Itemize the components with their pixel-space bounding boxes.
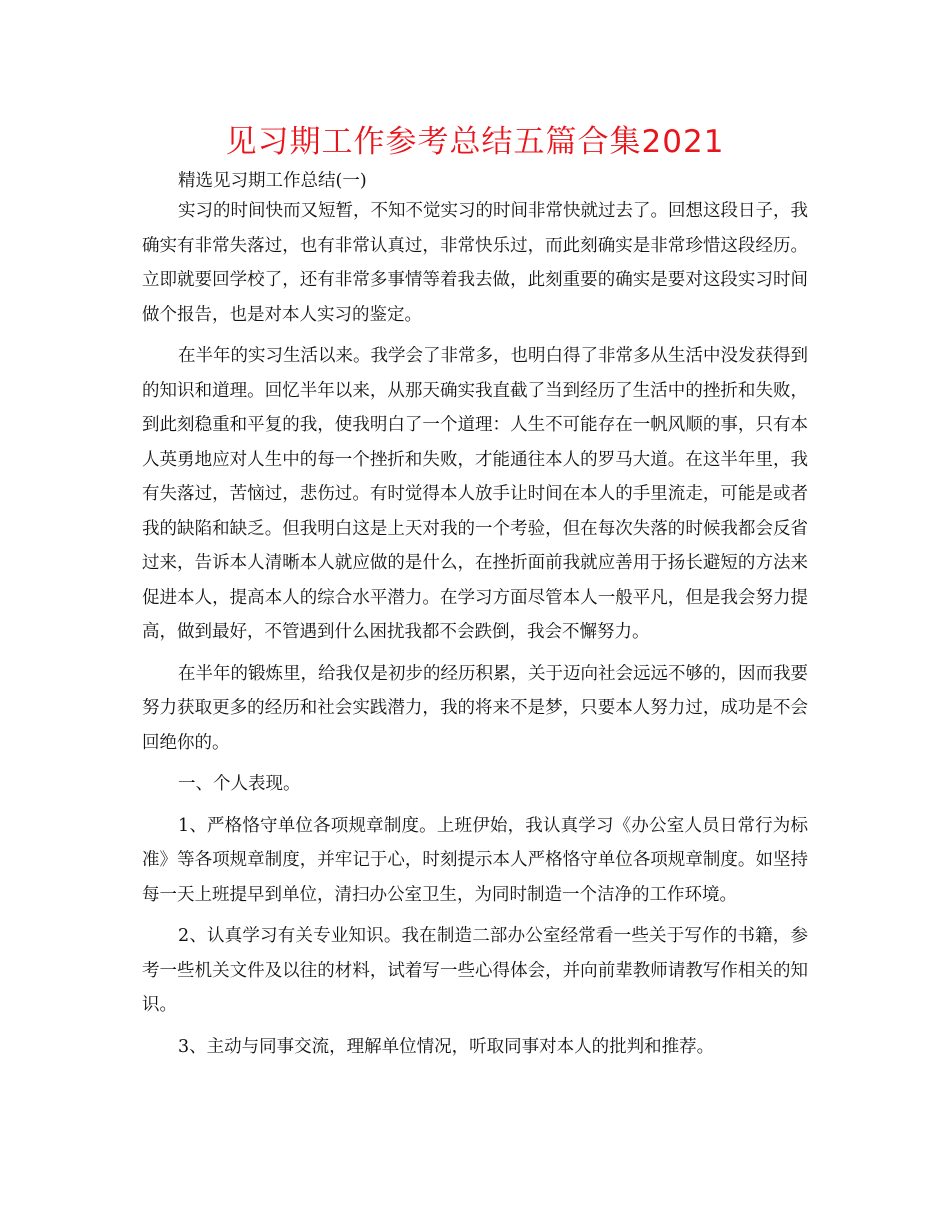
paragraph: 在半年的锻炼里，给我仅是初步的经历积累，关于迈向社会远远不够的，因而我要努力获取更多的经历和社会实践潜力，我的将来不是梦，只要本人努力过，成功是不会回绝你的。 [142, 663, 808, 753]
section-subtitle: 精选见习期工作总结(一) [178, 171, 367, 191]
paragraph: 在半年的实习生活以来。我学会了非常多，也明白得了非常多从生活中没发获得到的知识和道理。回忆半年以来，从那天确实我直截了当到经历了生活中的挫折和失败，到此刻稳重和平复的我，使我明白了一个道理：人生不可能存在一帆风顺的事，只有本人英勇地应对人生中的每一个挫折和失败，才能通往本人的罗马大道。在这半年里，我有失落过，苦恼过，悲伤过。有时觉得本人放手让时间在本人的手里流走，可能是或者我的缺陷和缺乏。但我明白这是上天对我的一个考验，但在每次失落的时候我都会反省过来，告诉本人清晰本人就应做的是什么，在挫折面前我就应善用于扬长避短的方法来促进本人，提高本人的综合水平潜力。在学习方面尽管本人一般平凡，但是我会努力提高，做到最好，不管遇到什么困扰我都不会跌倒，我会不懈努力。 [142, 346, 808, 642]
paragraph: 1、严格恪守单位各项规章制度。上班伊始，我认真学习《办公室人员日常行为标准》等各项规章制度，并牢记于心，时刻提示本人严格恪守单位各项规章制度。如坚持每一天上班提早到单位，清扫办公室卫生，为同时制造一个洁净的工作环境。 [142, 815, 808, 905]
document-title: 见习期工作参考总结五篇合集2021 [225, 124, 725, 160]
section-heading: 一、个人表现。 [178, 774, 301, 794]
paragraph: 2、认真学习有关专业知识。我在制造二部办公室经常看一些关于写作的书籍，参考一些机关文件及以往的材料，试着写一些心得体会，并向前辈教师请教写作相关的知识。 [142, 926, 808, 1015]
document-body [142, 168, 808, 1071]
paragraph: 3、主动与同事交流，理解单位情况，听取同事对本人的批判和推荐。 [178, 1036, 715, 1057]
paragraph: 实习的时间快而又短暂，不知不觉实习的时间非常快就过去了。回想这段日子，我确实有非常失落过，也有非常认真过，非常快乐过，而此刻确实是非常珍惜这段经历。立即就要回学校了，还有非常多事情等着我去做，此刻重要的确实是要对这段实习时间做个报告，也是对本人实习的鉴定。 [142, 201, 808, 325]
